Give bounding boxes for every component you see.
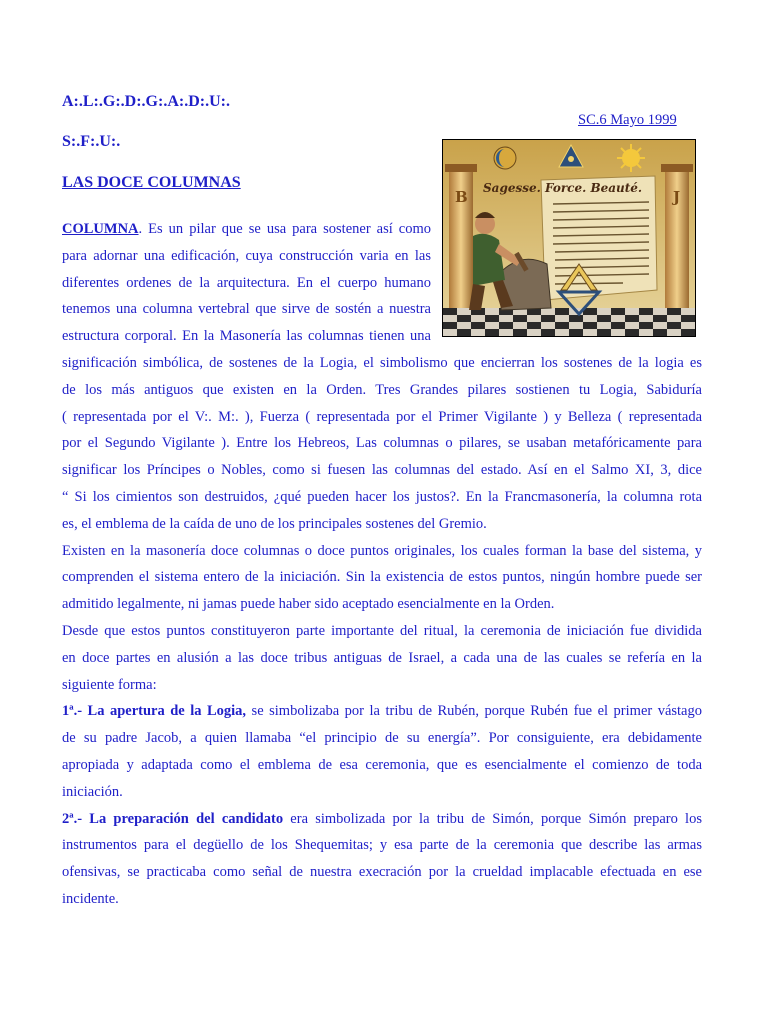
para3-line-2: en doce partes en alusión a las doce tribus antiguas de Israel, a cada una de las cuales se refería en la bbox=[62, 649, 702, 666]
document-date: SC.6 Mayo 1999 bbox=[578, 112, 677, 128]
point1-line-2: de su padre Jacob, a quien llamaba “el principio de su energía”. Por consiguiente, era debidamente bbox=[62, 730, 702, 747]
figure-banner: Sagesse. Force. Beauté. bbox=[483, 181, 643, 195]
para2-line-3: admitido legalmente, ni jamas puede haber sido aceptado esencialmente en la Orden. bbox=[62, 596, 555, 613]
point1-line-4: iniciación. bbox=[62, 783, 123, 800]
point1-line-3: apropiada y adaptada como el emblema de esa ceremonia, que es esencialmente el comienzo de toda bbox=[62, 756, 702, 773]
intro-wide-line-4: por el Segundo Vigilante ). Entre los Hebreos, Las columnas o pilares, se usaban metafóricamente para bbox=[62, 435, 702, 452]
term-columna: COLUMNA bbox=[62, 221, 139, 237]
intro-line-3: diferentes ordenes de la arquitectura. En el cuerpo humano bbox=[62, 274, 431, 291]
masonic-illustration bbox=[442, 139, 696, 337]
intro-paragraph-narrow bbox=[62, 216, 431, 350]
column-letter-b: B bbox=[455, 188, 468, 206]
para3-line-1: Desde que estos puntos constituyeron parte importante del ritual, la ceremonia de iniciación fue dividida bbox=[62, 622, 702, 639]
column-letter-j: J bbox=[673, 188, 681, 206]
point1-label: 1ª.- La apertura de la Logia, bbox=[62, 703, 247, 720]
intro-wide-line-7: es, el emblema de la caída de uno de los principales sostenes del Gremio. bbox=[62, 515, 487, 532]
intro-line-5: estructura corporal. En la Masonería las columnas tienen una bbox=[62, 328, 431, 345]
intro-line-1: COLUMNA. Es un pilar que se usa para sostener así como bbox=[62, 221, 431, 237]
point2-label: 2ª.- La preparación del candidato bbox=[62, 810, 284, 827]
point1-line-1: 1ª.- La apertura de la Logia, se simbolizaba por la tribu de Rubén, porque Rubén fue el primer vástago bbox=[62, 703, 702, 720]
intro-wide-line-2: de los más antiguos que existen en la Orden. Tres Grandes pilares sostienen tu Logia, Sabiduría bbox=[62, 381, 702, 398]
para2-line-2: comprenden el sistema entero de la iniciación. Sin la existencia de estos puntos, ningún hombre puede ser bbox=[62, 569, 702, 586]
point2-line-2: instrumentos para el degüello de los Shequemitas; y esa parte de la ceremonia que describe las armas bbox=[62, 837, 702, 854]
intro-line-2: para adornar una edificación, cuya construcción varia en las bbox=[62, 247, 431, 264]
intro-wide-line-3: ( representada por el V:. M:. ), Fuerza ( representada por el Primer Vigilante ) y Belleza ( representada bbox=[62, 408, 702, 425]
point2-line-4: incidente. bbox=[62, 890, 119, 907]
point2-line-3: ofensivas, se practicaba como señal de nuestra execración por la crueldad implacable efectuada en ese bbox=[62, 864, 702, 881]
intro-line-4: tenemos una columna vertebral que sirve de sostén a nuestra bbox=[62, 301, 431, 318]
para3-line-3: siguiente forma: bbox=[62, 676, 157, 693]
para2-line-1: Existen en la masonería doce columnas o doce puntos originales, los cuales forman la base del sistema, y bbox=[62, 542, 702, 559]
heading-sfu: S:.F:.U:. bbox=[62, 133, 121, 150]
intro-wide-line-5: significar los Príncipes o Nobles, como si fuesen las columnas del estado. Así en el Salmo XI, 3, dice bbox=[62, 462, 702, 479]
intro-wide-line-6: “ Si los cimientos son destruidos, ¿qué pueden hacer los justos?. En la Francmasonería, la columna rota bbox=[62, 488, 702, 505]
page-title: LAS DOCE COLUMNAS bbox=[62, 174, 241, 191]
intro-wide-line-1: significación simbólica, de sostenes de la Logia, el simbolismo que encierran los sostenes de la logia es bbox=[62, 355, 702, 371]
heading-acronym: A:.L:.G:.D:.G:.A:.D:.U:. bbox=[62, 93, 230, 110]
point2-line-1: 2ª.- La preparación del candidato era simbolizada por la tribu de Simón, porque Simón preparo los bbox=[62, 810, 702, 827]
intro-paragraph-wide bbox=[62, 350, 702, 913]
